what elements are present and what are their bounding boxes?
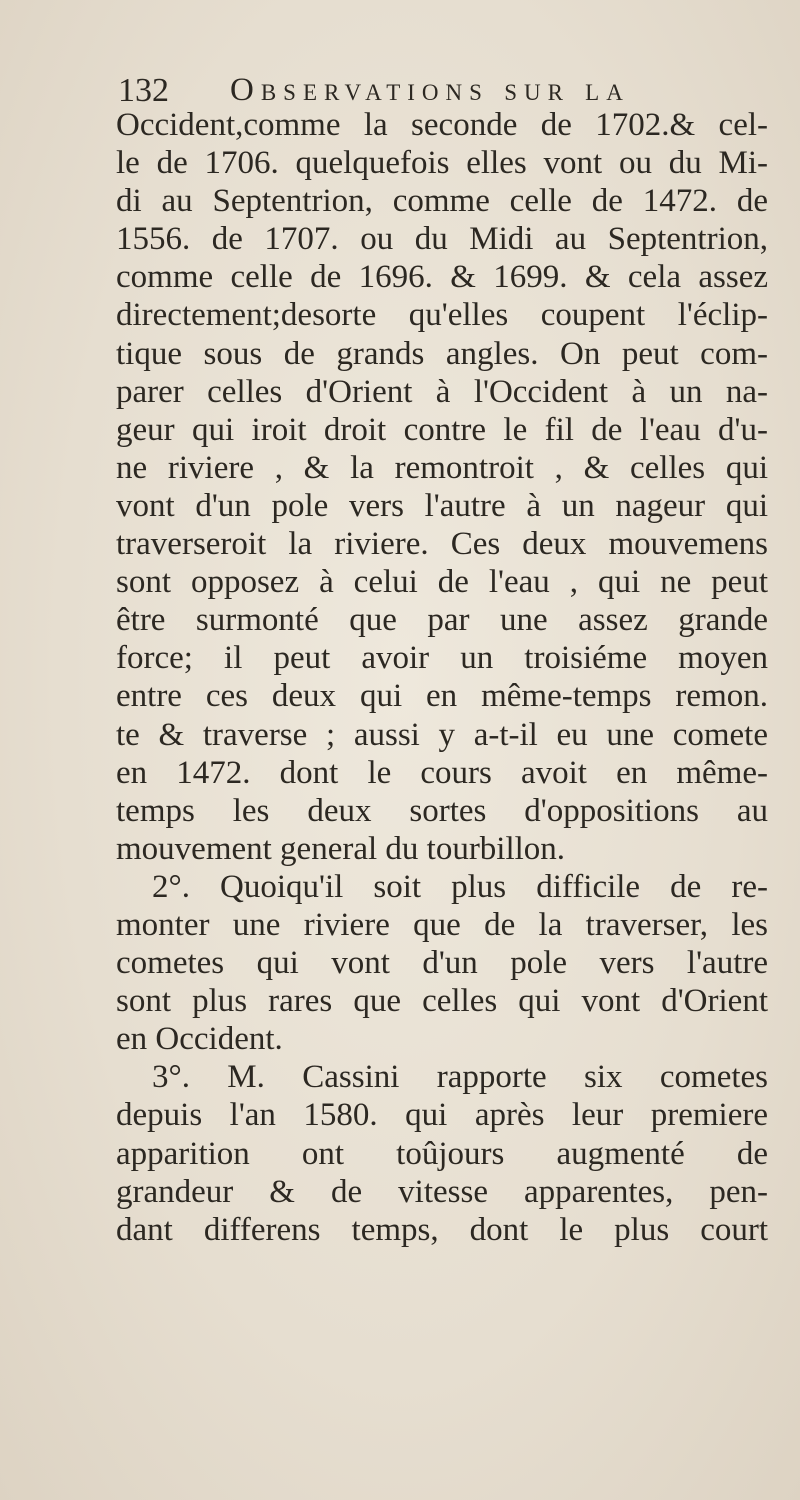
text-line: comme celle de 1696. & 1699. & cela assez	[116, 259, 768, 296]
text-line: traverseroit la riviere. Ces deux mouvemens	[116, 526, 768, 563]
body-text	[116, 106, 768, 1249]
paragraph-end-line: mouvement general du tourbillon.	[116, 830, 566, 867]
paragraph-end-line: en Occident.	[116, 1021, 283, 1058]
text-line: cometes qui vont d'un pole vers l'autre	[116, 945, 768, 982]
text-line: te & traverse ; aussi y a-t-il eu une comete	[116, 716, 768, 753]
text-line: vont d'un pole vers l'autre à un nageur qui	[116, 487, 768, 524]
text-line: temps les deux sortes d'oppositions au	[116, 792, 768, 829]
text-line: force; il peut avoir un troisiéme moyen	[116, 640, 768, 677]
text-line: dant differens temps, dont le plus court	[116, 1211, 768, 1248]
paragraph-start-line: 3°. M. Cassini rapporte six cometes	[152, 1059, 768, 1096]
text-line: en 1472. dont le cours avoit en même-	[116, 754, 768, 791]
page-number: 132	[118, 72, 169, 109]
text-line: tique sous de grands angles. On peut com-	[116, 335, 768, 372]
text-line: Occident,comme la seconde de 1702.& cel-	[116, 107, 768, 143]
text-line: sont opposez à celui de l'eau , qui ne peut	[116, 564, 768, 601]
text-line: entre ces deux qui en même-temps remon.	[116, 678, 768, 715]
text-line: sont plus rares que celles qui vont d'Orient	[116, 983, 768, 1020]
running-title: Observations sur la	[230, 72, 630, 108]
text-line: 1556. de 1707. ou du Midi au Septentrion,	[116, 221, 768, 258]
text-line: parer celles d'Orient à l'Occident à un na-	[116, 373, 768, 410]
text-line: grandeur & de vitesse apparentes, pen-	[116, 1173, 768, 1210]
text-line: geur qui iroit droit contre le fil de l'eau d'u-	[116, 411, 768, 448]
text-line: monter une riviere que de la traverser, les	[116, 906, 768, 943]
text-line: depuis l'an 1580. qui après leur premiere	[116, 1097, 768, 1134]
text-line: di au Septentrion, comme celle de 1472. de	[116, 183, 768, 220]
text-line: le de 1706. quelquefois elles vont ou du Mi-	[116, 145, 768, 182]
paragraph-start-line: 2°. Quoiqu'il soit plus difficile de re-	[152, 868, 768, 905]
text-line: ne riviere , & la remontroit , & celles qui	[116, 449, 768, 486]
text-line: apparition ont toûjours augmenté de	[116, 1135, 768, 1172]
text-line: être surmonté que par une assez grande	[116, 602, 768, 639]
text-line: directement;desorte qu'elles coupent l'éclip-	[116, 297, 768, 334]
